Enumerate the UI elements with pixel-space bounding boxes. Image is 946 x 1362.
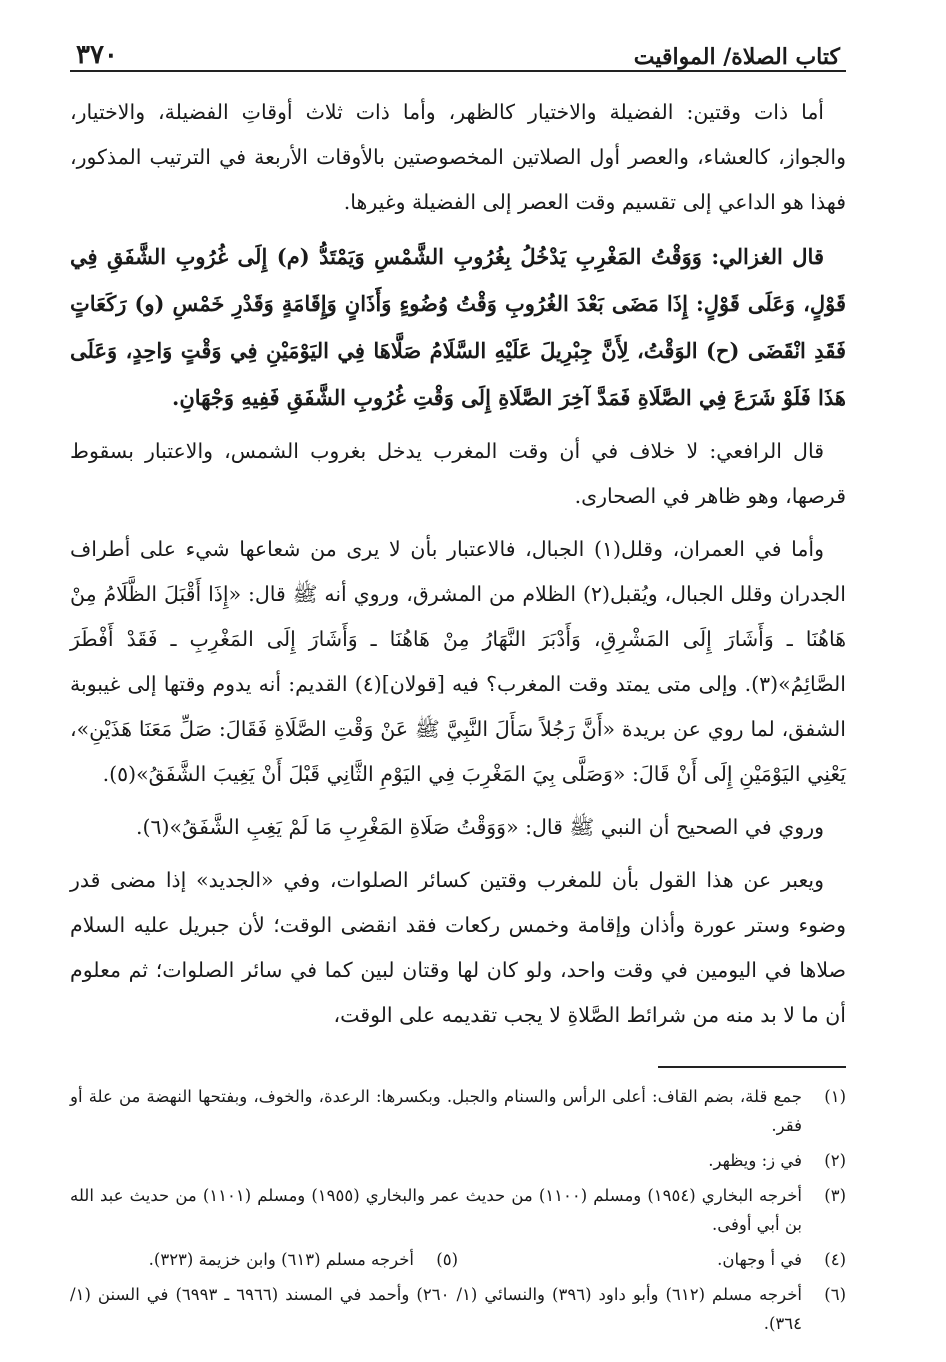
footnote-2 — [70, 1146, 846, 1175]
paragraph: أما ذات وقتين: الفضيلة والاختيار كالظهر، وأما ذات ثلاث أوقاتِ الفضيلة، والاختيار، والجواز، كالعشاء، والعصر أول الصلاتين المخصوصتين بالأوقات الأربعة في الترتيب المذكور، فهذا هو الداعي إلى تقسيم وقت العصر إلى الفضيلة وغيرها. — [70, 100, 846, 214]
footnote-number: (١) — [824, 1087, 846, 1106]
footnote-3 — [70, 1181, 846, 1239]
footnote-text: في ز: ويظهر. — [708, 1151, 802, 1170]
footnote-row-4-5 — [70, 1245, 846, 1274]
footnote-divider — [658, 1066, 846, 1068]
paragraph: وأما في العمران، وقلل(١) الجبال، فالاعتبار بأن لا يرى من شعاعها شيء على أطراف الجدران وقلل الجبال، ويُقبل(٢) الظلام من المشرق، وروي أنه ﷺ قال: «إِذَا أَقْبَلَ الظَّلَامُ مِنْ هَاهُنَا ـ وَأَشَارَ إِلَى المَشْرِقِ، وَأَدْبَرَ النَّهَارُ مِنْ هَاهُنَا ـ وَأَشَارَ إِلَى المَغْرِبِ ـ فَقَدْ أَفْطَرَ الصَّائِمُ»(٣). وإلى متى يمتد وقت المغرب؟ فيه [قولان](٤) القديم: أنه يدوم وقتها إلى غيبوبة الشفق، لما روي عن بريدة «أَنَّ رَجُلاً سَأَلَ النَّبِيَّ ﷺ عَنْ وَقْتِ الصَّلَاةِ فَقَالَ: صَلِّ مَعَنَا هَذَيْنِ»، يَعْنِي اليَوْمَيْنِ إِلَى أَنْ قَالَ: «وَصَلَّى بِيَ المَغْرِبَ فِي اليَوْمِ الثَّانِي قَبْلَ أَنْ يَغِيبَ الشَّفَقُ»(٥). — [70, 537, 847, 786]
ghazali-quote-paragraph: قال الغزالي: وَوَقْتُ المَغْرِبِ يَدْخُلُ بِغُرُوبِ الشَّمْسِ وَيَمْتَدُّ (م) إِلَى غُرُوبِ الشَّفَقِ فِي قَوْلٍ، وَعَلَى قَوْلٍ: إِذَا مَضَى بَعْدَ الغُرُوبِ وَقْتُ وُضُوءٍ وَأَذَانٍ وَإِقَامَةٍ وَقَدْرِ خَمْسِ (و) رَكَعَاتٍ فَقَدِ انْقَضَى (ح) الوَقْتُ، لِأَنَّ جِبْرِيلَ عَلَيْهِ السَّلَامُ صَلَّاهَا فِي اليَوْمَيْنِ فِي وَقْتٍ وَاحِدٍ، وَعَلَى هَذَا فَلَوْ شَرَعَ فِي الصَّلَاةِ فَمَدَّ آخِرَ الصَّلَاةِ إِلَى وَقْتِ غُرُوبِ الشَّفَقِ فَفِيهِ وَجْهَانِ. — [70, 244, 846, 410]
paragraph: وروي في الصحيح أن النبي ﷺ قال: «وَوَقْتُ صَلَاةِ المَغْرِبِ مَا لَمْ يَغِبِ الشَّفَقُ»(٦). — [135, 815, 824, 839]
footnote-number: (٦) — [824, 1285, 846, 1304]
book-page — [70, 34, 846, 1344]
footnotes — [70, 1082, 846, 1338]
footnote-5 — [70, 1245, 458, 1274]
footnote-text: أخرجه مسلم (٦١٢) وأبو داود (٣٩٦) والنسائي (١/ ٢٦٠) وأحمد في المسند (٦٩٦٦ ـ ٦٩٩٣) في السنن (١/ ٣٦٤). — [70, 1285, 803, 1333]
footnote-text: في أ وجهان. — [717, 1250, 802, 1269]
page-number: ٣٧٠ — [76, 40, 118, 70]
footnote-6 — [70, 1280, 846, 1338]
footnote-number: (٥) — [436, 1250, 458, 1269]
paragraph: قال الرافعي: لا خلاف في أن وقت المغرب يدخل بغروب الشمس، والاعتبار بسقوط قرصها، وهو ظاهر في الصحارى. — [70, 439, 846, 508]
footnote-1 — [70, 1082, 846, 1140]
footnote-number: (٣) — [824, 1186, 846, 1205]
footnote-number: (٤) — [824, 1250, 846, 1269]
paragraph: ويعبر عن هذا القول بأن للمغرب وقتين كسائر الصلوات، وفي «الجديد» إذا مضى قدر وضوء وستر عورة وأذان وإقامة وخمس ركعات فقد انقضى الوقت؛ لأن جبريل عليه السلام صلاها في اليومين في وقت واحد، ولو كان لها وقتان لبين كما في سائر الصلوات؛ ثم معلوم أن ما لا بد منه من شرائط الصَّلاةِ لا يجب تقديمه على الوقت، — [70, 868, 846, 1027]
running-title: كتاب الصلاة/ المواقيت — [633, 44, 840, 70]
footnote-text: جمع قلة، بضم القاف: أعلى الرأس والسنام والجبل. وبكسرها: الرعدة، والخوف، وبفتحها النهضة من علة أو فقر. — [70, 1087, 802, 1135]
footnote-number: (٢) — [824, 1151, 846, 1170]
footnote-text: أخرجه مسلم (٦١٣) وابن خزيمة (٣٢٣). — [148, 1250, 414, 1269]
main-text — [70, 90, 846, 1038]
footnote-text: أخرجه البخاري (١٩٥٤) ومسلم (١١٠٠) من حديث عمر والبخاري (١٩٥٥) ومسلم (١١٠١) من حديث عبد الله بن أبي أوفى. — [70, 1186, 802, 1234]
running-header — [70, 34, 846, 72]
footnote-4 — [458, 1245, 846, 1274]
